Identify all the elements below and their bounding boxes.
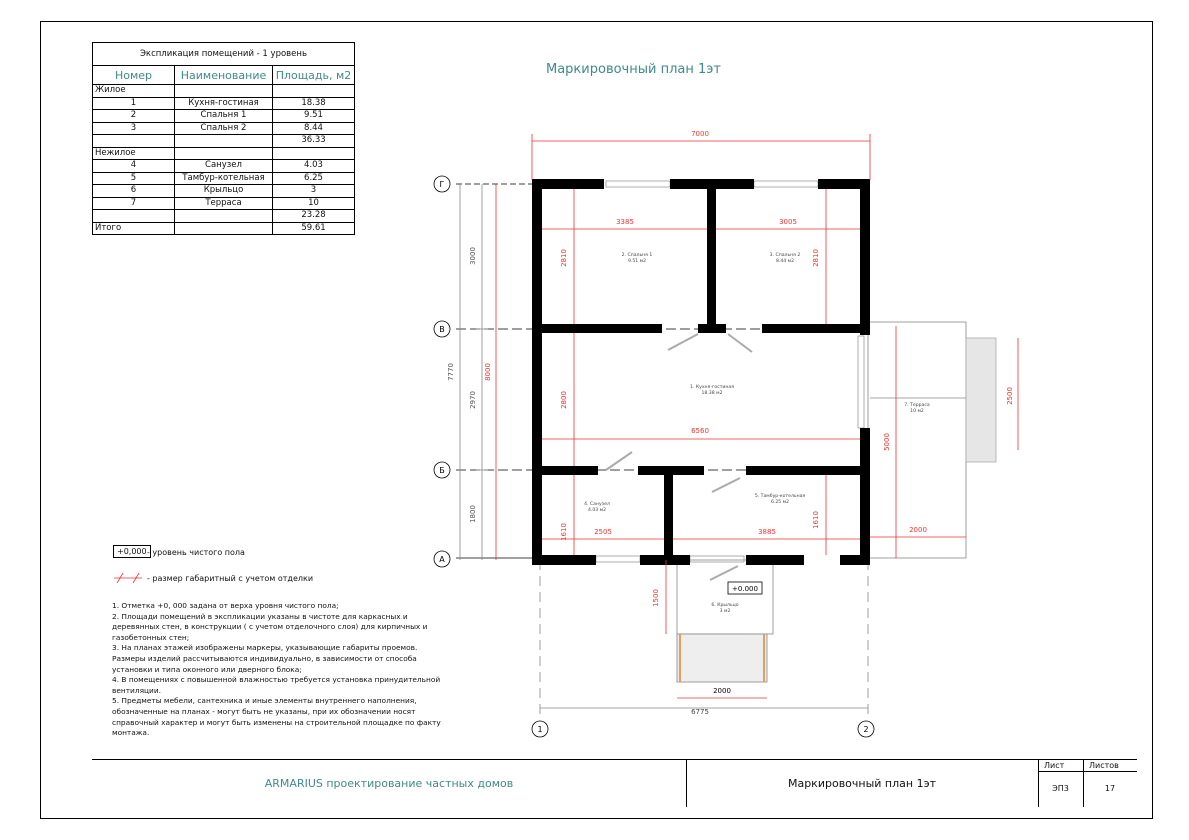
room-6-area: 3 м2 [719,609,731,614]
level-mark: +0.000 [732,585,758,593]
dim-left-mid: 2970 [469,391,477,409]
dim-left-bottom: 1800 [469,505,477,523]
axis-label-1: 1 [537,725,543,734]
dim-vestibule-width: 3885 [758,528,776,536]
room-4-area: 4.03 м2 [587,508,607,513]
dim-porch-width: 2000 [713,687,731,695]
explication-caption: Экспликация помещений - 1 уровень [93,43,355,66]
total-row: Итого 59.61 [93,222,355,235]
room-5-area: 6.25 м2 [770,500,790,505]
dim-bottom: 6775 [691,708,709,716]
dim-terrace-width: 2000 [909,526,927,534]
sheets-label: Листов [1083,760,1137,772]
legend-dimension-icon [113,571,143,585]
room-3-label: 3. Спальня 2 [769,253,801,258]
room-5-label: 5. Тамбур-котельная [754,494,806,499]
note-1: 1. Отметка +0, 000 задана от верха уровня чистого пола; [112,601,339,610]
axis-label-b: Б [439,466,445,475]
table-row: 6 Крыльцо 3 [93,185,355,198]
room-1-label: 1. Кухня-гостиная [690,385,734,390]
room-7-area: 10 м2 [910,409,924,414]
header-number: Номер [93,66,175,85]
dim-bathroom-height: 1610 [560,523,568,541]
table-row: 3 Спальня 2 8.44 [93,122,355,135]
axis-label-v: В [439,325,445,334]
table-row: 1 Кухня-гостиная 18.38 [93,97,355,110]
dim-terrace-height: 5000 [883,433,891,451]
table-row: 4 Санузел 4.03 [93,160,355,173]
header-name: Наименование [175,66,273,85]
header-area: Площадь, м2 [273,66,355,85]
group-residential: Жилое [93,85,175,98]
dim-vestibule-height: 1610 [812,511,820,529]
dim-bathroom-width: 2505 [594,528,612,536]
room-3-area: 8.44 м2 [775,259,795,264]
sheet-cell [1038,760,1084,807]
table-row: 2 Спальня 1 9.51 [93,110,355,123]
dim-steps: 2500 [1006,387,1014,405]
dim-left-inner: 8000 [484,363,492,381]
group-nonresidential: Нежилое [93,147,175,160]
note-5: 5. Предметы мебели, сантехника и иные элементы внутреннего наполнения, обозначенные на планах - могут быть не указаны, при их обозначении носят справочный характер и могут быть изменены на строительной площадке по факту монтажа. [112,696,441,738]
axis-label-a: А [439,555,445,564]
room-2-label: 2. Спальня 1 [621,253,653,258]
room-2-area: 9.51 м2 [627,259,647,264]
dim-left-total: 7770 [447,363,455,381]
room-4-label: 4. Санузел [584,502,610,507]
dim-bedroom2-height: 2810 [812,249,820,267]
sheet-label: Лист [1038,760,1083,772]
subtotal-row: 36.33 [93,135,355,148]
legend-level-box: +0,000 [113,545,151,558]
title-block [92,759,1137,807]
note-3: 3. На планах этажей изображены маркеры, указывающие габариты проемов. Размеры изделий рассчитываются индивидуально, в зависимости от способа установки и типа оконного или дверного блока; [112,643,418,674]
dim-top: 7000 [691,130,709,138]
table-row: 7 Терраса 10 [93,197,355,210]
notes [112,601,442,739]
plan-title: Маркировочный план 1эт [546,62,721,77]
dim-kitchen-width: 6560 [691,427,709,435]
dim-bedroom1-height: 2810 [560,249,568,267]
dim-bedroom2-width: 3005 [779,218,797,226]
sheet-name: Маркировочный план 1эт [686,760,1039,807]
room-1-area: 18.38 м2 [701,391,723,396]
axis-label-g: Г [439,180,445,189]
room-6-label: 6. Крыльцо [711,603,739,608]
sheet-value: ЭП3 [1052,784,1069,793]
legend-dimension-text: - размер габаритный с учетом отделки [147,574,314,583]
company-name: ARMARIUS проектирование частных домов [92,760,687,807]
legend-level-text: - уровень чистого пола [147,548,245,557]
note-4: 4. В помещениях с повышенной влажностью требуется установка принудительной вентиляции. [112,675,441,695]
table-row: 5 Тамбур-котельная 6.25 [93,172,355,185]
axis-label-2: 2 [863,725,869,734]
dim-bedroom1-width: 3385 [616,218,634,226]
sheets-cell [1083,760,1137,807]
dim-left-top: 3000 [469,247,477,265]
sheets-value: 17 [1104,784,1116,793]
room-7-label: 7. Терраса [904,403,930,408]
dim-porch-height: 1500 [652,589,660,607]
dim-kitchen-height: 2800 [560,391,568,409]
note-2: 2. Площади помещений в экспликации указаны в чистоте для каркасных и деревянных стен, в конструкции ( с учетом отделочного слоя) для кирпичных и газобетонных стен; [112,611,428,642]
subtotal-row: 23.28 [93,210,355,223]
